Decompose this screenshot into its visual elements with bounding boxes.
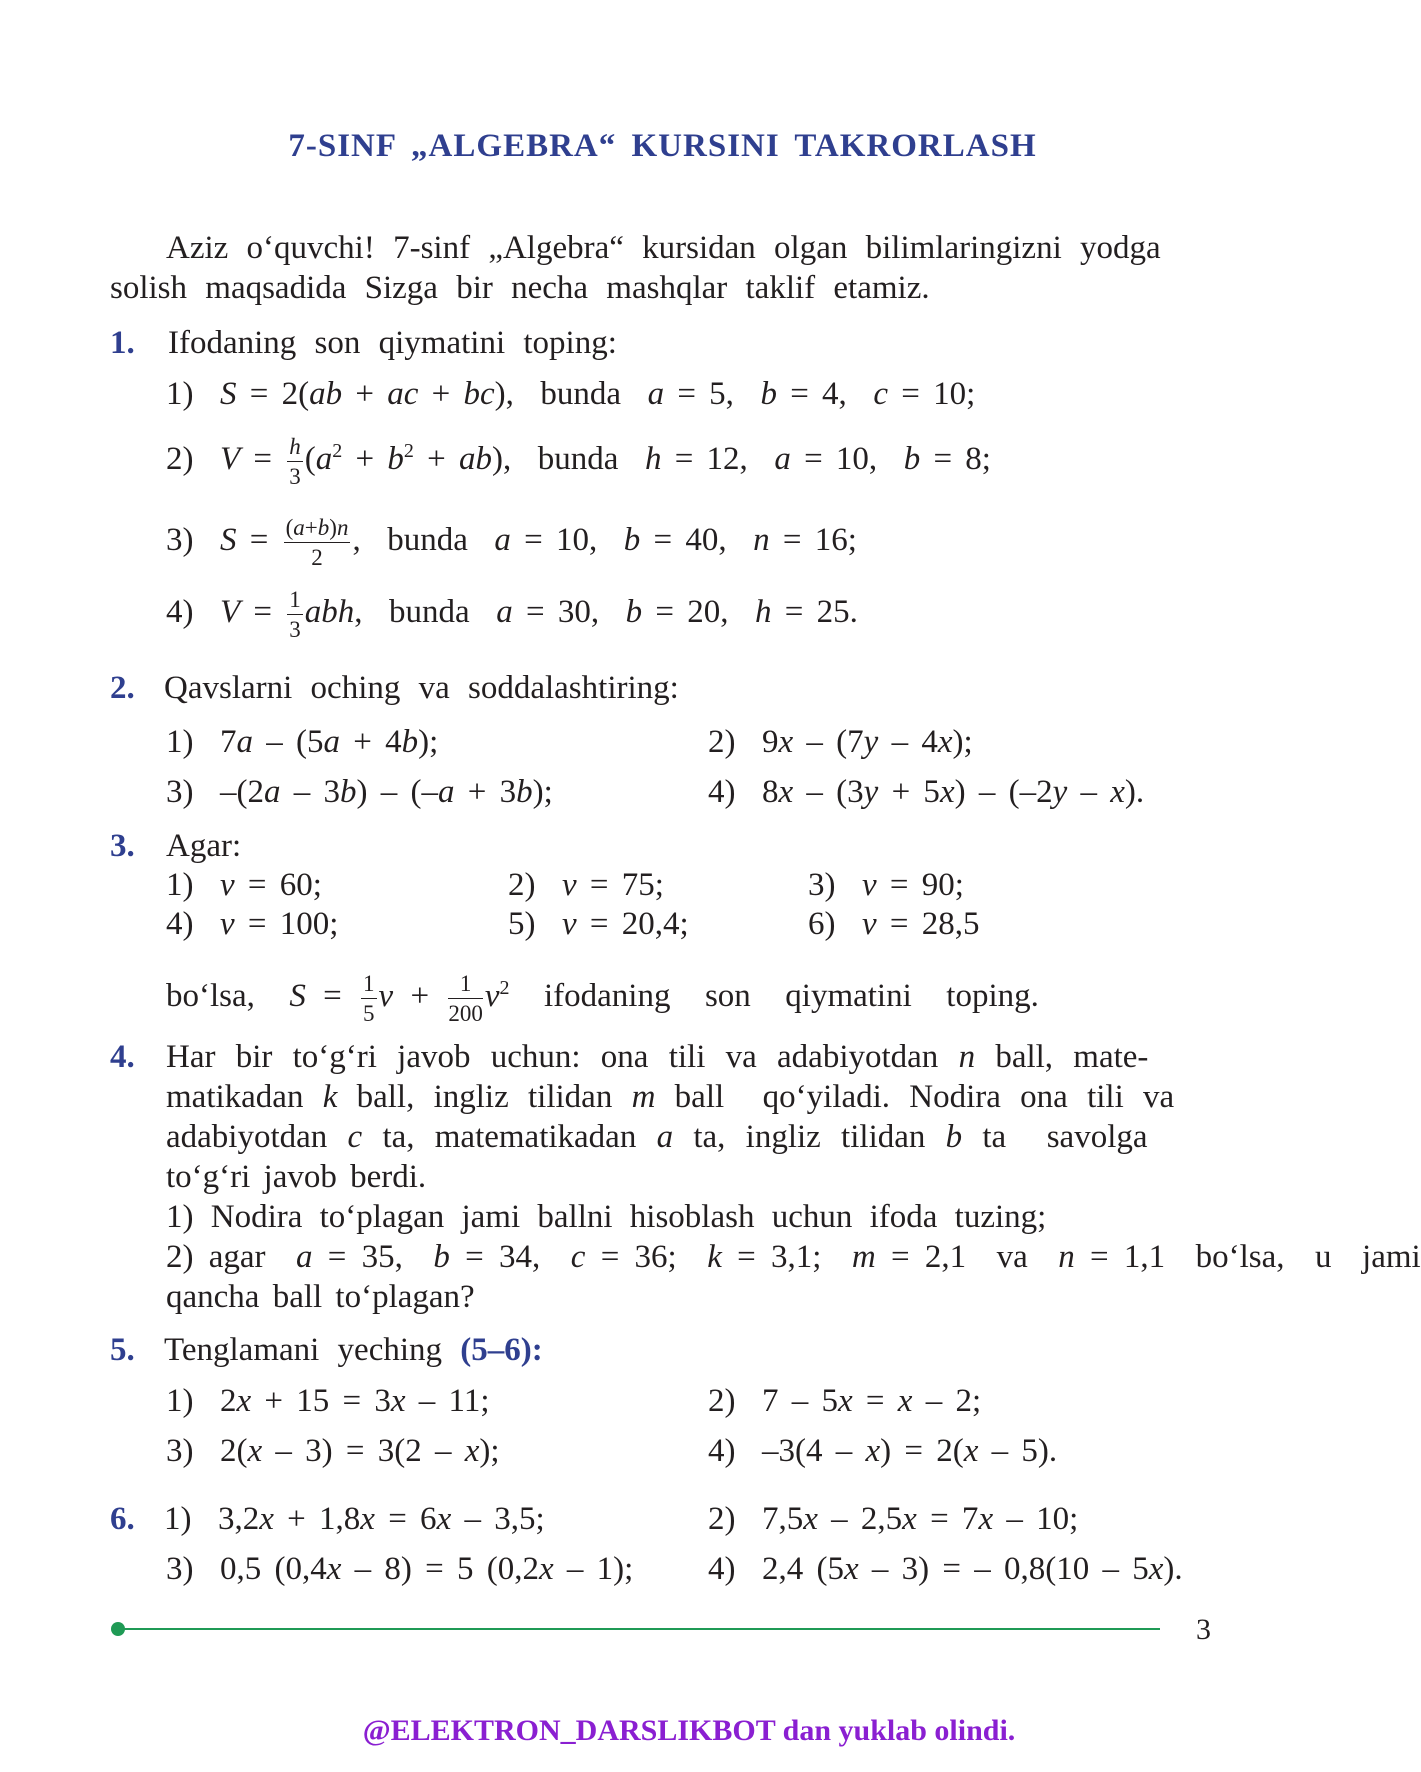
exercise-4-line-7: qancha ball to‘plagan? — [166, 1279, 475, 1315]
exercise-4-line-4: to‘g‘ri javob berdi. — [166, 1159, 427, 1195]
exercise-5-item-4: 4) –3(4 – x) = 2(x – 5). — [708, 1433, 1058, 1469]
exercise-3-item-2: 2) v = 75; — [508, 867, 664, 903]
fraction-h-over-3: $\frac{h}{3}$ — [289, 434, 301, 489]
exercise-4-number: 4. — [110, 1039, 135, 1075]
exercise-3-item-3: 3) v = 90; — [808, 867, 964, 903]
exercise-6-item-1: 1) 3,2x + 1,8x = 6x – 3,5; — [164, 1501, 545, 1537]
exercise-4-line-6: 2) agar a = 35, b = 34, c = 36; k = 3,1; m = 2,1 va n = 1,1 bo‘lsa, u jami — [166, 1239, 1421, 1275]
page-number: 3 — [1196, 1613, 1211, 1646]
exercise-6-item-3: 3) 0,5 (0,4x – 8) = 5 (0,2x – 1); — [166, 1551, 634, 1587]
fraction-1-over-5: $\frac{1}{5}$ — [363, 971, 375, 1026]
intro-line-1: Aziz o‘quvchi! 7-sinf „Algebra“ kursidan olgan bilimlaringizni yodga — [166, 230, 1161, 266]
exercise-3-item-1: 1) v = 60; — [166, 867, 322, 903]
exercise-6-item-4: 4) 2,4 (5x – 3) = – 0,8(10 – 5x). — [708, 1551, 1183, 1587]
exercise-4-line-3: adabiyotdan c ta, matematikadan a ta, ingliz tilidan b ta savolga — [166, 1119, 1148, 1155]
exercise-2-text: Qavslarni oching va soddalashtiring: — [164, 670, 679, 706]
exercise-2-item-1: 1) 7a – (5a + 4b); — [166, 724, 439, 760]
exercise-1-item-3: 3) S = $\frac{(a+b)n}{2}$ , bunda a = 10, b = 40, n = 16; — [166, 515, 857, 570]
fraction-1-over-200: $\frac{1}{200}$ — [448, 971, 483, 1026]
exercise-3-item-6: 6) v = 28,5 — [808, 906, 980, 942]
exercise-4-line-1: Har bir to‘g‘ri javob uchun: ona tili va adabiyotdan n ball, mate- — [166, 1039, 1149, 1075]
intro-line-2: solish maqsadida Sizga bir necha mashqlar taklif etamiz. — [110, 270, 930, 306]
fraction-1-over-3: $\frac{1}{3}$ — [289, 587, 301, 642]
exercise-3-tail: bo‘lsa, S = $\frac{1}{5}$ v + $\frac{1}{200}$ $v^2$ ifodaning son qiymatini toping. — [166, 971, 1039, 1026]
exercise-3-item-5: 5) v = 20,4; — [508, 906, 689, 942]
exercise-1-item-1: 1) S = 2(ab + ac + bc), bunda a = 5, b = 4, c = 10; — [166, 376, 976, 412]
exercise-5-number: 5. — [110, 1332, 135, 1368]
exercise-1-item-4: 4) V = $\frac{1}{3}$ abh, bunda a = 30, b = 20, h = 25. — [166, 587, 858, 642]
footer-rule — [118, 1628, 1160, 1630]
exercise-1-text: Ifodaning son qiymatini toping: — [168, 325, 617, 361]
fraction-abn-over-2: $\frac{(a+b)n}{2}$ — [285, 515, 349, 570]
exercise-1-item-2: 2) V = $\frac{h}{3}$ $(a^2 + b^2 + ab)$, bunda h = 12, a = 10, b = 8; — [166, 434, 991, 489]
exercise-5-item-2: 2) 7 – 5x = x – 2; — [708, 1383, 982, 1419]
exercise-6-number: 6. — [110, 1501, 135, 1537]
exercise-5-text — [164, 1334, 543, 1367]
download-credit: @ELEKTRON_DARSLIKBOT dan yuklab olindi. — [362, 1714, 1016, 1747]
exercise-3-number: 3. — [110, 828, 135, 864]
exercise-6-item-2: 2) 7,5x – 2,5x = 7x – 10; — [708, 1501, 1079, 1537]
exercise-5-item-1: 1) 2x + 15 = 3x – 11; — [166, 1383, 490, 1419]
page-title: 7-SINF „ALGEBRA“ KURSINI TAKRORLASH — [288, 128, 1037, 164]
exercise-2-item-3: 3) –(2a – 3b) – (–a + 3b); — [166, 774, 553, 810]
exercise-4-line-5: 1) Nodira to‘plagan jami ballni hisoblash uchun ifoda tuzing; — [166, 1199, 1047, 1235]
exercise-5-range: (5–6): — [460, 1332, 543, 1368]
exercise-2-number: 2. — [110, 670, 135, 706]
exercise-5-label: Tenglamani yeching — [164, 1332, 443, 1368]
exercise-3-item-4: 4) v = 100; — [166, 906, 339, 942]
exercise-5-item-3: 3) 2(x – 3) = 3(2 – x); — [166, 1433, 500, 1469]
exercise-4-line-2: matikadan k ball, ingliz tilidan m ball qo‘yiladi. Nodira ona tili va — [166, 1079, 1175, 1115]
exercise-2-item-4: 4) 8x – (3y + 5x) – (–2y – x). — [708, 774, 1145, 810]
exercise-2-item-2: 2) 9x – (7y – 4x); — [708, 724, 973, 760]
exercise-1-number: 1. — [110, 325, 135, 361]
exercise-3-text: Agar: — [166, 828, 242, 864]
